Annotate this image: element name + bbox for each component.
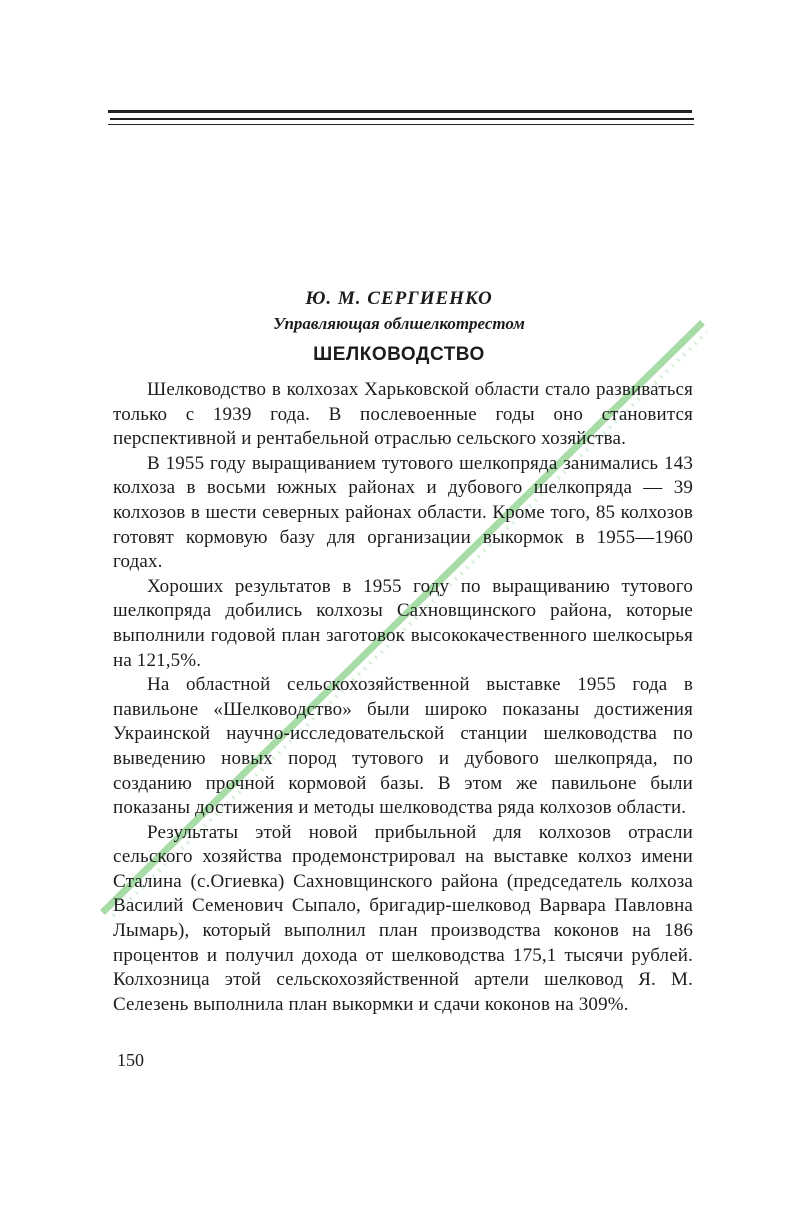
paragraph-4: На областной сельскохозяйственной выставке 1955 года в павильоне «Шелководство» были широко показаны достижения Украинской научно-исследовательской станции шелководства по выведению новых пород тутового и дубового шелкопряда, по созданию прочной кормовой базы. В этом же павильоне были показаны достижения и методы шелководства ряда колхозов области. <box>113 674 693 819</box>
top-rule-thick <box>108 110 692 113</box>
top-rule-thin <box>108 124 694 125</box>
author-name: Ю. М. СЕРГИЕНКО <box>305 288 493 309</box>
top-rule-middle <box>110 118 694 120</box>
page-number: 150 <box>117 1050 144 1070</box>
article-title: ШЕЛКОВОДСТВО <box>313 344 485 365</box>
paragraph-2: В 1955 году выращиванием тутового шелкопряда занимались 143 колхоза в восьми южных районах и дубового шелкопряда — 39 колхозов в шести северных районах области. Кроме того, 85 колхозов готовят кормовую базу для организации выкормок в 1955—1960 годах. <box>113 452 693 573</box>
paragraph-5: Результаты этой новой прибыльной для колхозов отрасли сельского хозяйства продемонстрировал на выставке колхоз имени Сталина (с.Огиевка) Сахновщинского района (председатель колхоза Василий Семенович Сыпало, бригадир-шелковод Варвара Павловна Лымарь), который выполнил план производства коконов на 186 процентов и получил дохода от шелководства 175,1 тысячи рублей. Колхозница этой сельскохозяйственной артели шелковод Я. М. Селезень выполнила план выкормки и сдачи коконов на 309%. <box>113 821 693 1015</box>
author-position: Управляющая облшелкотрестом <box>273 314 525 333</box>
article-body <box>113 378 693 1017</box>
paragraph-3: Хороших результатов в 1955 году по выращиванию тутового шелкопряда добились колхозы Сахновщинского района, которые выполнили годовой план заготовок высококачественного шелкосырья на 121,5%. <box>113 575 693 671</box>
paragraph-1: Шелководство в колхозах Харьковской области стало развиваться только с 1939 года. В послевоенные годы оно становится перспективной и рентабельной отраслью сельского хозяйства. <box>113 379 693 450</box>
